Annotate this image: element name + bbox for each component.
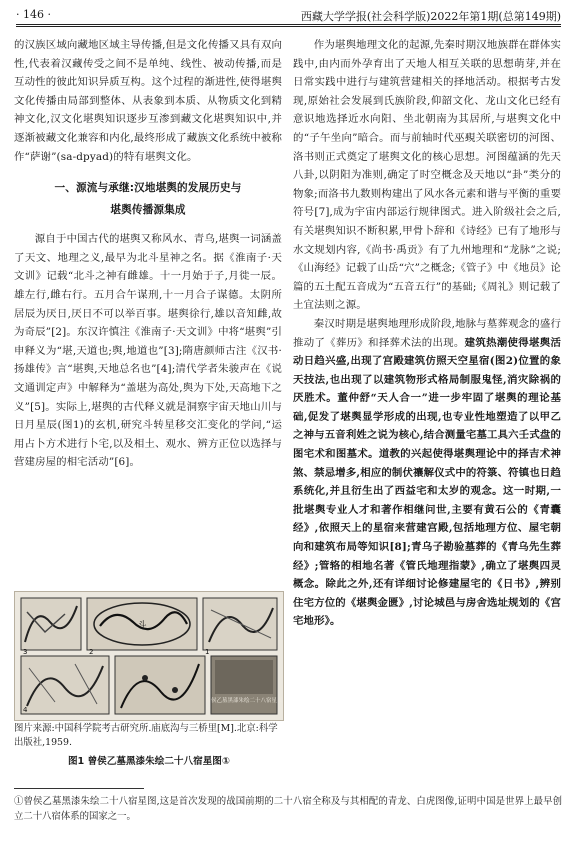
section-subtitle: 堪舆传播源集成 [110, 204, 186, 217]
journal-running-head: 西藏大学学报(社会科学版)2022年第1期(总第149期) [300, 10, 561, 23]
figure-star-chart [14, 591, 284, 721]
right-paragraph-2-normal: 秦汉时期是堪舆地理形成阶段,地脉与墓葬观念的盛行推动了《葬历》和择葬术法的出现。 [293, 317, 561, 349]
right-paragraph-1: 作为堪舆地理文化的起源,先秦时期汉地族群在群体实践中,由内而外孕育出了天地人相互关联的思想萌芽,并在日常实践中进行与建筑营建相关的择地活动。根据考古发现,原始社会发展到氏族阶段,仰韶文化、龙山文化已经有意识地选择近水向阳、坐北朝南为其居所,与堪舆文化中的“子午坐向”暗合。而与前轴时代巫覡关联密切的河图、洛书则正式奠定了堪舆文化的核心思想。河图蕴涵的先天八卦,以阴阳为准则,确定了时空概念及天地以“卦”类分的物象;而洛书九数则构建出了风水各元素和谐与平衡的重要符号[7],成为宇宙内部运行规律图式。进入阶级社会之后,有关堪舆知识不断积累,甲骨卜辞和《诗经》已有了地形与水文规划内容,《尚书·禹贡》有了九州地理和“龙脉”之说;《山海经》记载了山岳“穴”之概念;《管子》中《地员》论篇的五土配五音成为“五音五行”的基础;《周礼》则记载了土宜法则之源。 [293, 39, 561, 312]
page-header [16, 6, 561, 26]
right-paragraph-2 [293, 315, 561, 631]
footnote: ①曾侯乙墓黑漆朱绘二十八宿星图,这是首次发现的战国前期的二十八宿全称及与其相配的青龙、白虎图像,证明中国是世界上最早创立二十八宿体系的国家之一。 [14, 796, 562, 822]
figure-label-1: 1 [205, 648, 210, 656]
figure-inset-text: 曾侯乙墓黑漆朱绘二十八宿星图 [205, 698, 283, 704]
right-column [293, 36, 561, 631]
left-paragraph-1: 的汉族区域向藏地区域主导传播,但是文化传播又具有双向性,代表着汉藏传受之间不是单纯、线性、被动传播,而是互动性的彼此知识异质互构。这个过程的渐进性,使得堪舆文化传播由局部到整体、从表象到本质、从物质文化到精神文化,汉文化堪舆知识逐步互渗到藏文化堪舆知识中,并逐渐被藏文化兼容和内化,最终形成了藏族文化系统中被称作“萨谢”(sa-dpyad)的特有堪舆文化。 [14, 39, 282, 163]
figure-source: 图片来源:中国科学院考古研究所.庙底沟与三桥里[M].北京:科学出版社,1959. [14, 723, 278, 748]
header-rule-thin [16, 26, 561, 27]
section-title: 一、源流与承继:汉地堪舆的发展历史与 [54, 182, 242, 195]
figure-label-4: 4 [23, 706, 28, 714]
left-column [14, 36, 282, 472]
left-paragraph-2: 源自于中国古代的堪舆又称风水、青乌,堪舆一词涵盖了天文、地理之义,最早为北斗星神之名。据《淮南子·天文训》记载“北斗之神有雌雄。十一月始于子,月徙一辰。雄左行,雌右行。五月合午谋刑,十一月合子谋德。太阴所居辰为厌日,厌日不可以举百事。堪舆徐行,雄以音知雌,故为奇辰”[2]。东汉许慎注《淮南子·天文训》中将“堪舆”引申释义为“堪,天道也;舆,地道也”[3];隋唐颜师古注《汉书·扬雄传》言“堪舆,天地总名也”[4];清代学者朱骏声在《说文通训定声》中解释为“盖堪为高处,舆为下处,天高地下之义”[5]。实际上,堪舆的古代释义就是洞察宇宙天地山川与日月星辰(图1)的玄机,研究斗转星移交汇变化的学问,“运用占卜方术进行卜宅,以及相土、观水、辨方正位以选择与营建房屋的相宅活动”[6]。 [14, 233, 282, 469]
svg-text:斗: 斗 [137, 621, 147, 631]
figure-label-3: 3 [23, 648, 28, 656]
right-paragraph-2-bold: 建筑热潮使得堪舆活动日趋兴盛,出现了宫殿建筑仿照天空星宿(图2)位置的象天技法,也出现了以建筑物形式格局制服鬼怪,消灾除祸的厌胜术。董仲舒“天人合一”进一步牢固了堪舆的理论基础,促发了堪舆显学形成的出现,也专业性地塑造了以甲乙之神与五音利姓之说为核心,结合测量宅墓工具六壬式盘的图宅术和图墓术。道教的兴起使得堪舆理论中的择吉术神煞、禁忌增多,相应的制伏禳解仪式中的符箓、符镇也日趋系统化,并且衍生出了西益宅和太岁的观念。这一时期,一批堪舆专业人才和著作相继问世,主要有黄石公的《青囊经》,依照天上的星宿来营建宫殿,包括地理方位、屋宅朝向和建筑布局等知识[8];青乌子勘验墓葬的《青乌先生葬经》;管辂的相地名著《管氏地理指蒙》,确立了堪舆四灵概念。除此之外,还有详细讨论修建屋宅的《日书》,辨别住宅方位的《堪舆金匮》,讨论城邑与房舍选址规划的《宫宅地形》。 [293, 336, 561, 628]
footnote-rule [14, 788, 144, 789]
page-number: · 146 · [16, 8, 51, 21]
figure-label-2: 2 [89, 648, 94, 656]
star-chart-illustration [15, 592, 283, 720]
figure-caption: 图1 曾侯乙墓黑漆朱绘二十八宿星图① [67, 756, 231, 767]
header-rule [16, 24, 561, 25]
